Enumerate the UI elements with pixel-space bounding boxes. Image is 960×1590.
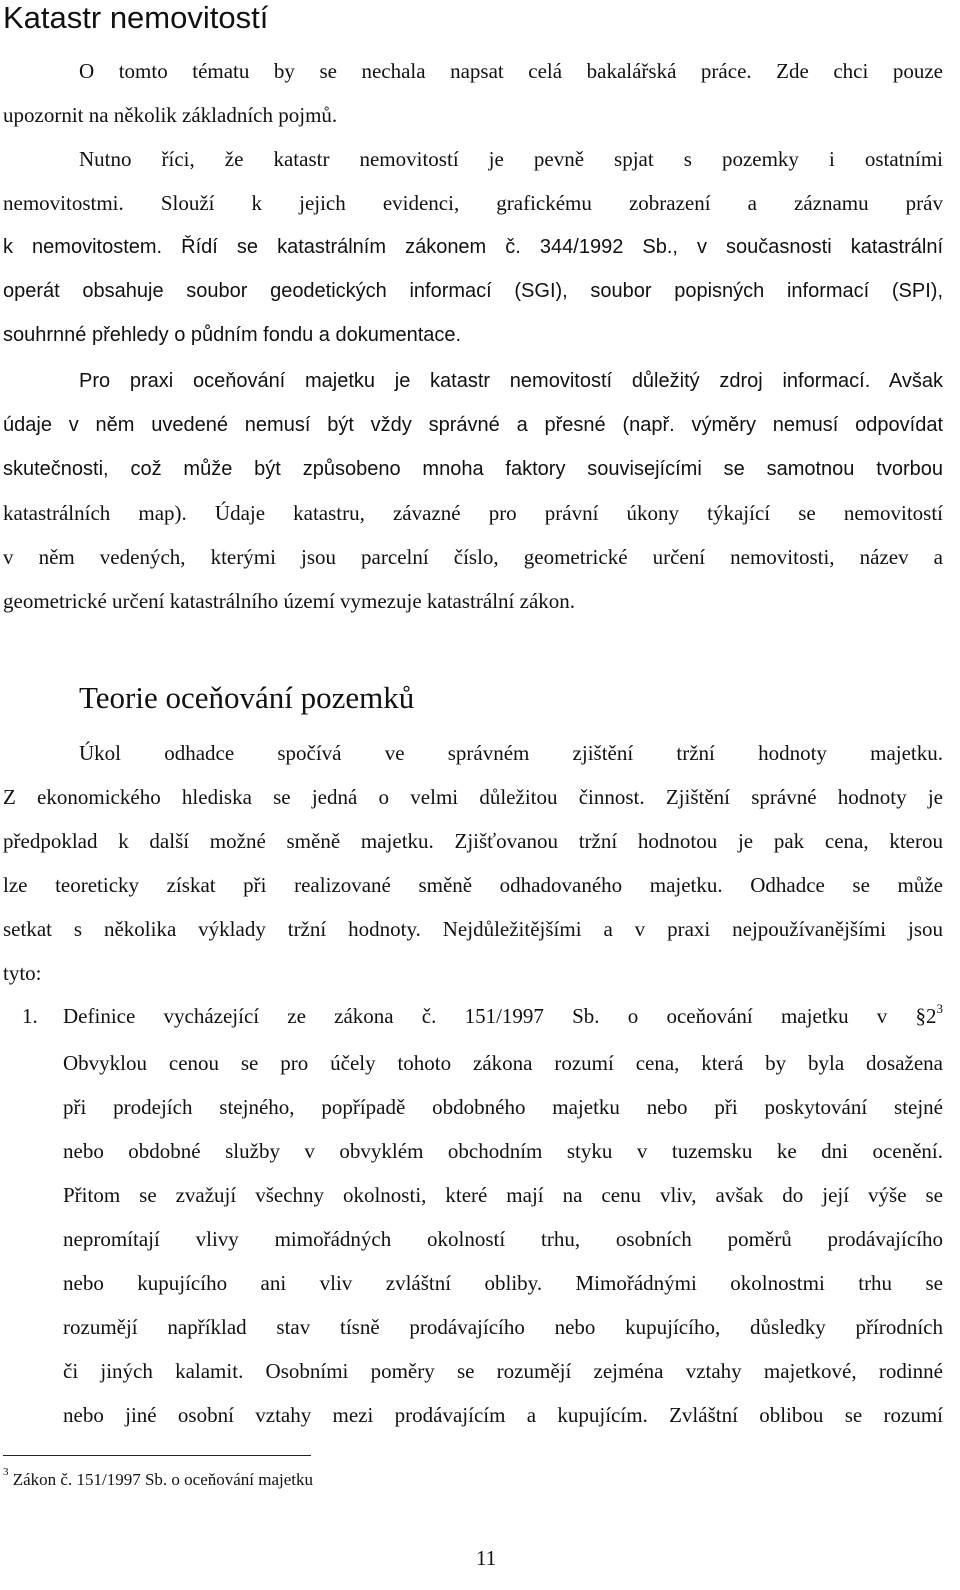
footnote-reference: 3 — [936, 1001, 943, 1016]
paragraph-line: Úkol odhadce spočívá ve správném zjištění tržní hodnoty majetku. — [79, 741, 943, 765]
paragraph-line: skutečnosti, což může být způsobeno mnoha faktory souvisejícími se samotnou tvorbou — [3, 458, 943, 480]
list-item-first-line — [63, 1003, 943, 1029]
paragraph-line: geometrické určení katastrálního území vymezuje katastrální zákon. — [3, 589, 576, 613]
footnote-text: Zákon č. 151/1997 Sb. o oceňování majetku — [12, 1470, 314, 1489]
paragraph-line: k nemovitostem. Řídí se katastrálním zákonem č. 344/1992 Sb., v současnosti katastrální — [3, 236, 943, 258]
heading-teorie: Teorie oceňování pozemků — [79, 680, 415, 715]
list-item-line: Obvyklou cenou se pro účely tohoto zákona rozumí cena, která by byla dosažena — [63, 1051, 943, 1075]
paragraph-line: Nutno říci, že katastr nemovitostí je pevně spjat s pozemky i ostatními — [79, 147, 943, 171]
heading-katastr: Katastr nemovitostí — [3, 0, 269, 35]
footnote-divider — [3, 1455, 311, 1456]
paragraph-line: setkat s několika výklady tržní hodnoty. Nejdůležitějšími a v praxi nejpoužívanějšími jsou — [3, 917, 943, 941]
list-item-line: rozumějí například stav tísně prodávajícího nebo kupujícího, důsledky přírodních — [63, 1315, 943, 1339]
paragraph-line: tyto: — [3, 961, 42, 985]
paragraph-line: předpoklad k další možné směně majetku. Zjišťovanou tržní hodnotou je pak cena, kterou — [3, 829, 943, 853]
paragraph-line: O tomto tématu by se nechala napsat celá bakalářská práce. Zde chci pouze — [79, 59, 943, 83]
list-item-line: nebo obdobné služby v obvyklém obchodním styku v tuzemsku ke dni ocenění. — [63, 1139, 943, 1163]
list-item-line: nebo kupujícího ani vliv zvláštní obliby. Mimořádnými okolnostmi trhu se — [63, 1271, 943, 1295]
footnote-mark: 3 — [3, 1466, 9, 1479]
paragraph-line: upozornit na několik základních pojmů. — [3, 103, 338, 127]
paragraph-line: v něm vedených, kterými jsou parcelní číslo, geometrické určení nemovitosti, název a — [3, 545, 943, 569]
paragraph-line: souhrnné přehledy o půdním fondu a dokumentace. — [3, 324, 462, 346]
list-item-line: při prodejích stejného, popřípadě obdobného majetku nebo při poskytování stejné — [63, 1095, 943, 1119]
page-number: 11 — [476, 1546, 497, 1570]
list-item-title: Definice vycházející ze zákona č. 151/1997 Sb. o oceňování majetku v §2 — [63, 1004, 937, 1028]
paragraph-line: katastrálních map). Údaje katastru, závazné pro právní úkony týkající se nemovitostí — [3, 501, 943, 525]
paragraph-line: operát obsahuje soubor geodetických informací (SGI), soubor popisných informací (SPI), — [3, 280, 943, 302]
list-item-line: nebo jiné osobní vztahy mezi prodávajícím a kupujícím. Zvláštní oblibou se rozumí — [63, 1403, 943, 1427]
paragraph-line: Pro praxi oceňování majetku je katastr nemovitostí důležitý zdroj informací. Avšak — [79, 370, 943, 392]
list-item-number: 1. — [22, 1004, 38, 1028]
list-item-line: nepromítají vlivy mimořádných okolností trhu, osobních poměrů prodávajícího — [63, 1227, 943, 1251]
list-item-line: či jiných kalamit. Osobními poměry se rozumějí zejména vztahy majetkové, rodinné — [63, 1359, 943, 1383]
list-item-line: Přitom se zvažují všechny okolnosti, které mají na cenu vliv, avšak do její výše se — [63, 1183, 943, 1207]
paragraph-line: údaje v něm uvedené nemusí být vždy správné a přesné (např. výměry nemusí odpovídat — [3, 414, 943, 436]
paragraph-line: lze teoreticky získat při realizované směně odhadovaného majetku. Odhadce se může — [3, 873, 943, 897]
paragraph-line: nemovitostmi. Slouží k jejich evidenci, grafickému zobrazení a záznamu práv — [3, 191, 943, 215]
paragraph-line: Z ekonomického hlediska se jedná o velmi důležitou činnost. Zjištění správné hodnoty je — [3, 785, 943, 809]
footnote — [3, 1466, 314, 1491]
